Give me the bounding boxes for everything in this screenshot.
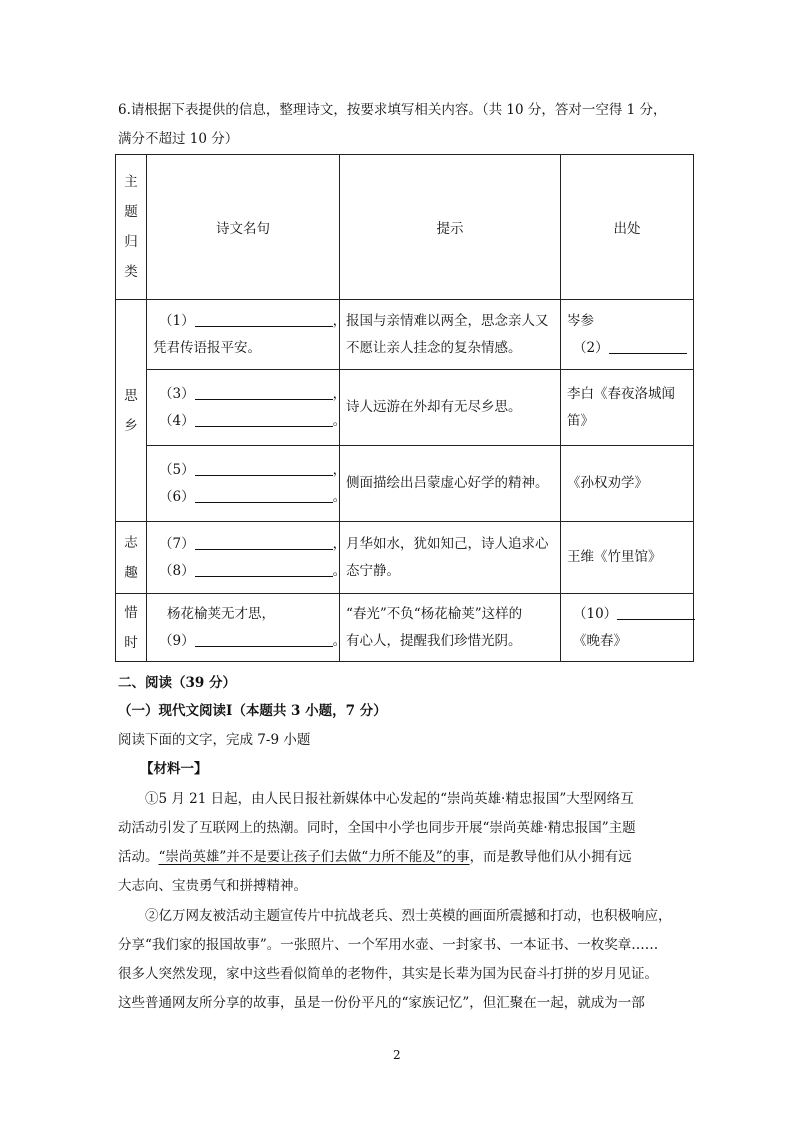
group-sixiang: 思 乡: [116, 300, 147, 522]
blank-8[interactable]: [195, 562, 333, 577]
paragraph-2-line-2: 分享“我们家的报国故事”。一张照片、一个军用水壶、一封家书、一本证书、一枚奖章……: [118, 937, 659, 953]
blank-2[interactable]: [609, 339, 687, 354]
hint-cell: 侧面描绘出吕蒙虚心好学的精神。: [340, 446, 561, 522]
source-cell: 岑参 （2）: [561, 300, 694, 370]
quote-cell: （5） ， （6） 。: [147, 446, 340, 522]
header-quote: 诗文名句: [147, 155, 340, 300]
source-cell: 李白《春夜洛城闻 笛》: [561, 370, 694, 446]
quote-cell: （1） ， 凭君传语报平安。: [147, 300, 340, 370]
paragraph-1-line-3: 活动。“崇尚英雄”并不是要让孩子们去做“力所不能及”的事，而是教导他们从小拥有远: [118, 849, 632, 865]
hint-cell: 月华如水，犹如知己，诗人追求心 态宁静。: [340, 522, 561, 594]
source-cell: 王维《竹里馆》: [561, 522, 694, 594]
paragraph-2-line-3: 很多人突然发现，家中这些看似简单的老物件，其实是长辈为国为民奋斗打拼的岁月见证。: [118, 966, 658, 982]
header-source: 出处: [561, 155, 694, 300]
table-row: [116, 446, 694, 522]
reading-instruction: 阅读下面的文字，完成 7-9 小题: [118, 732, 311, 748]
blank-10[interactable]: [617, 605, 695, 620]
section-2-title: 二、阅读（39 分）: [118, 675, 236, 691]
material-1-title: 【材料一】: [140, 761, 208, 777]
paragraph-1-line-1: ①5 月 21 日起，由人民日报社新媒体中心发起的“崇尚英雄·精忠报国”大型网络互: [145, 791, 634, 807]
hint-cell: 诗人远游在外却有无尽乡思。: [340, 370, 561, 446]
quote-cell: （7） ， （8） 。: [147, 522, 340, 594]
blank-5[interactable]: [195, 461, 333, 476]
section-2-subtitle: （一）现代文阅读Ⅰ（本题共 3 小题，7 分）: [118, 703, 387, 719]
paragraph-2-line-4: 这些普通网友所分享的故事，虽是一份份平凡的“家族记忆”，但汇聚在一起，就成为一部: [118, 995, 645, 1011]
table-row: [116, 522, 694, 594]
header-category: 主 题 归 类: [116, 155, 147, 300]
question-6-line-1: 6.请根据下表提供的信息，整理诗文，按要求填写相关内容。（共 10 分，答对一空得 1 分，: [118, 102, 667, 118]
paragraph-2-line-1: ②亿万网友被活动主题宣传片中抗战老兵、烈士英模的画面所震撼和打动，也积极响应，: [145, 908, 672, 924]
blank-7[interactable]: [195, 535, 333, 550]
blank-1[interactable]: [195, 312, 333, 327]
paragraph-1-line-2: 动活动引发了互联网上的热潮。同时，全国中小学也同步开展“崇尚英雄·精忠报国”主题: [118, 820, 636, 836]
table-header-row: [116, 155, 694, 300]
paragraph-1-line-4: 大志向、宝贵勇气和拼搏精神。: [118, 878, 307, 894]
page-number: 2: [393, 1048, 401, 1062]
header-hint: 提示: [340, 155, 561, 300]
underlined-sentence: “崇尚英雄”并不是要让孩子们去做“力所不能及”的事: [158, 849, 470, 865]
group-zhiqu: 志 趣: [116, 522, 147, 594]
table-row: [116, 300, 694, 370]
quote-cell: （3） ， （4） 。: [147, 370, 340, 446]
blank-3[interactable]: [195, 385, 333, 400]
blank-6[interactable]: [195, 488, 333, 503]
group-xishi: 惜 时: [116, 594, 147, 662]
blank-4[interactable]: [195, 412, 333, 427]
poetry-table: [115, 154, 694, 662]
hint-cell: 报国与亲情难以两全，思念亲人又 不愿让亲人挂念的复杂情感。: [340, 300, 561, 370]
quote-cell: 杨花榆荚无才思， （9） 。: [147, 594, 340, 662]
table-row: [116, 370, 694, 446]
table-row: [116, 594, 694, 662]
question-6-line-2: 满分不超过 10 分）: [118, 131, 239, 147]
source-cell: 《孙权劝学》: [561, 446, 694, 522]
blank-9[interactable]: [195, 632, 333, 647]
source-cell: （10） 《晚春》: [561, 594, 694, 662]
hint-cell: “春光”不负“杨花榆荚”这样的 有心人，提醒我们珍惜光阴。: [340, 594, 561, 662]
